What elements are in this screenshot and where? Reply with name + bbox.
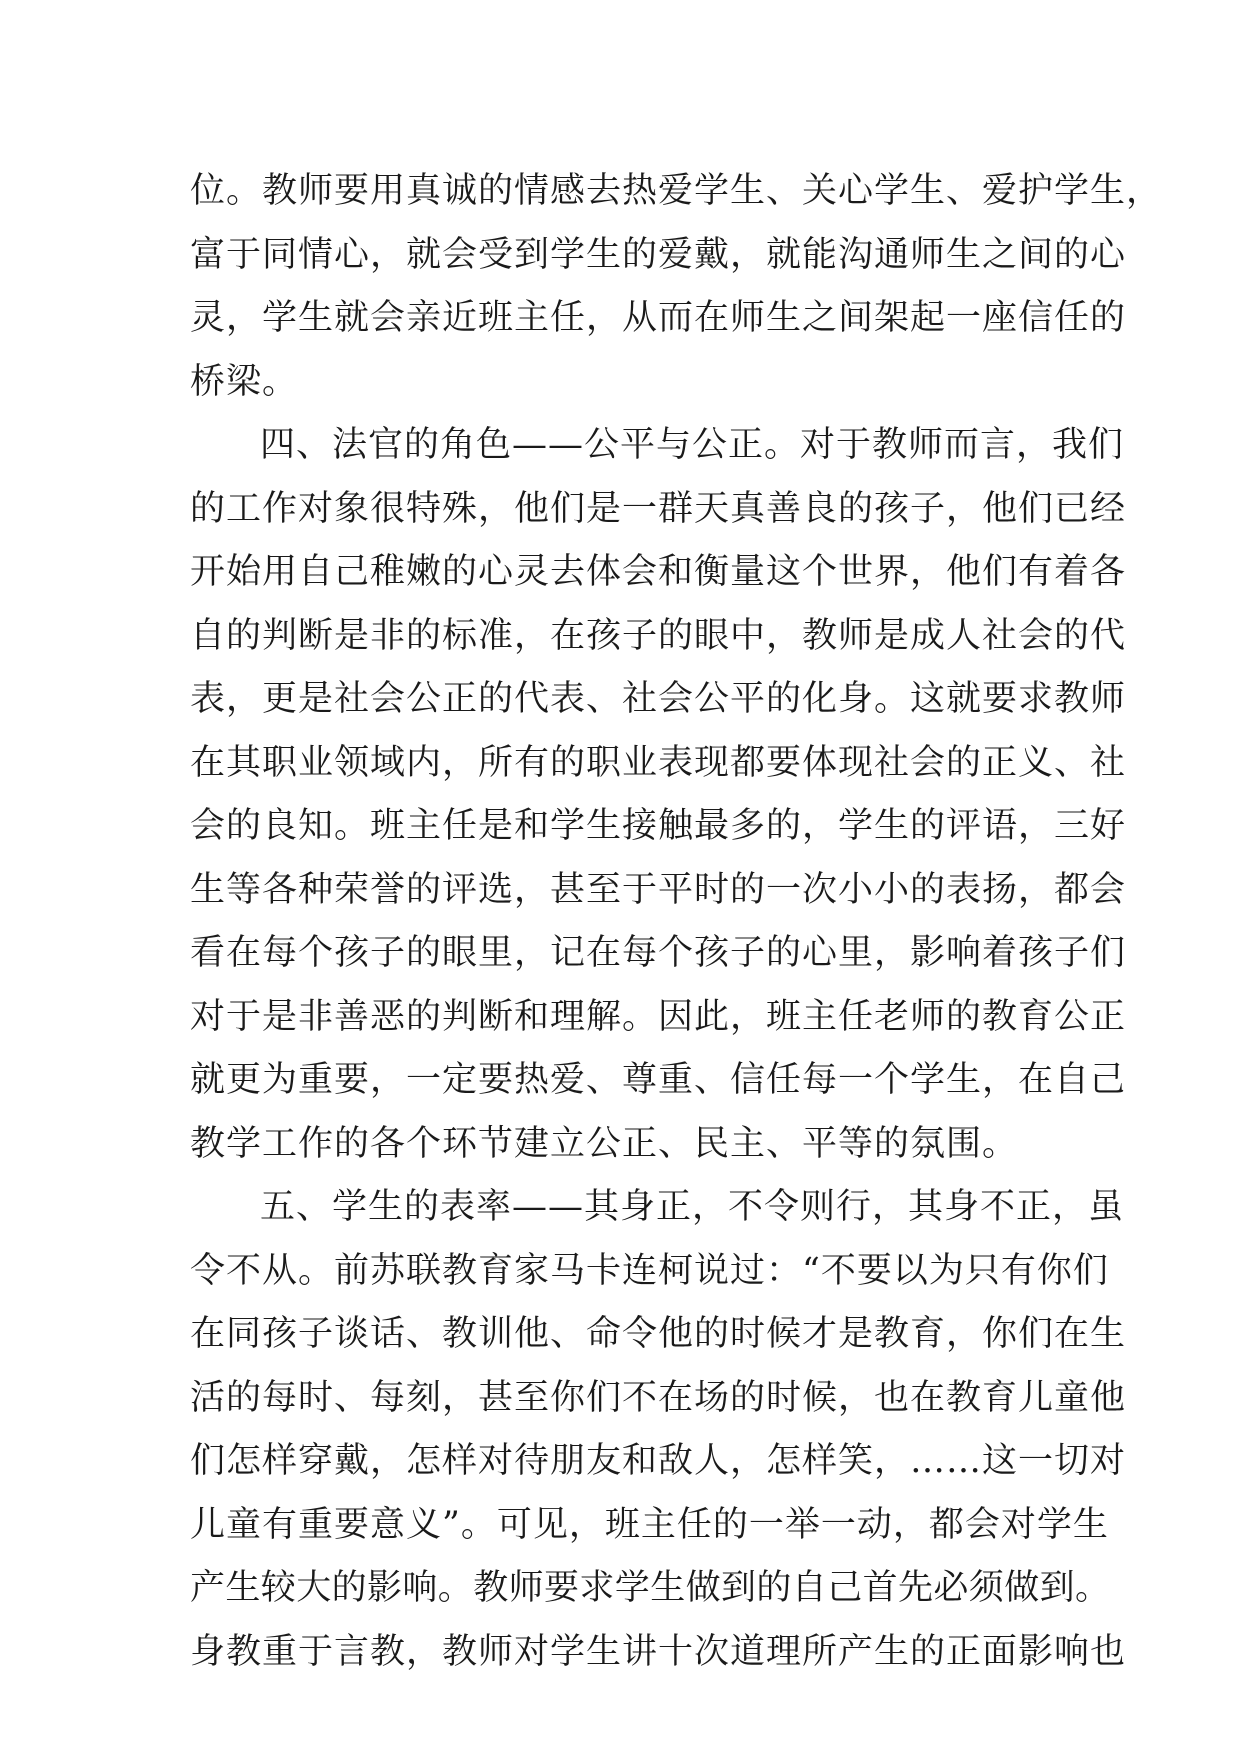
text-line: 生等各种荣誉的评选，甚至于平时的一次小小的表扬，都会 xyxy=(190,869,1127,910)
text-line: 儿童有重要意义”。可见，班主任的一举一动，都会对学生 xyxy=(190,1504,1109,1545)
text-line: 在其职业领域内，所有的职业表现都要体现社会的正义、社 xyxy=(190,742,1127,783)
text-line: 们怎样穿戴，怎样对待朋友和敌人，怎样笑，……这一切对 xyxy=(190,1441,1127,1481)
text-line: 的工作对象很特殊，他们是一群天真善良的孩子，他们已经 xyxy=(190,488,1127,529)
body-text xyxy=(190,160,1163,1684)
text-line: 表，更是社会公正的代表、社会公平的化身。这就要求教师 xyxy=(190,679,1127,719)
section-heading-line: 五、学生的表率——其身正，不令则行，其身不正，虽 xyxy=(260,1187,1125,1227)
text-line: 看在每个孩子的眼里，记在每个孩子的心里，影响着孩子们 xyxy=(190,933,1127,973)
text-line: 就更为重要，一定要热爱、尊重、信任每一个学生，在自己 xyxy=(190,1060,1127,1100)
text-line: 活的每时、每刻，甚至你们不在场的时候，也在教育儿童他 xyxy=(190,1377,1127,1418)
text-line: 灵，学生就会亲近班主任，从而在师生之间架起一座信任的 xyxy=(190,298,1127,338)
text-line: 富于同情心，就会受到学生的爱戴，就能沟通师生之间的心 xyxy=(190,234,1127,275)
text-line: 产生较大的影响。教师要求学生做到的自己首先必须做到。 xyxy=(190,1568,1111,1608)
text-line: 位。教师要用真诚的情感去热爱学生、关心学生、爱护学生， xyxy=(190,171,1163,211)
section-heading-line: 四、法官的角色——公平与公正。对于教师而言，我们 xyxy=(260,425,1125,465)
text-line: 桥梁。 xyxy=(190,361,299,402)
text-line: 自的判断是非的标准，在孩子的眼中，教师是成人社会的代 xyxy=(190,615,1127,656)
text-line: 开始用自己稚嫩的心灵去体会和衡量这个世界，他们有着各 xyxy=(190,552,1127,592)
text-line: 在同孩子谈话、教训他、命令他的时候才是教育，你们在生 xyxy=(190,1314,1127,1354)
text-line: 教学工作的各个环节建立公正、民主、平等的氛围。 xyxy=(190,1123,1019,1164)
text-line: 会的良知。班主任是和学生接触最多的，学生的评语，三好 xyxy=(190,806,1127,846)
text-line: 对于是非善恶的判断和理解。因此，班主任老师的教育公正 xyxy=(190,996,1127,1037)
text-line: 身教重于言教，教师对学生讲十次道理所产生的正面影响也 xyxy=(190,1631,1127,1672)
text-line: 令不从。前苏联教育家马卡连柯说过：“不要以为只有你们 xyxy=(190,1250,1109,1291)
